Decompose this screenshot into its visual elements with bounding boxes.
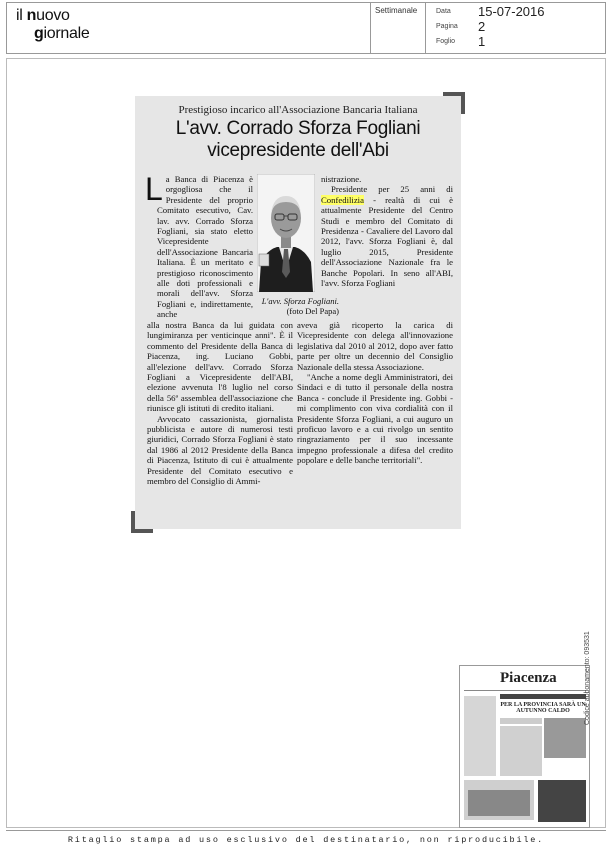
article-kicker: Prestigioso incarico all'Associazione Bancaria Italiana bbox=[178, 104, 418, 116]
article-column bbox=[145, 171, 253, 320]
article-clipping bbox=[135, 96, 461, 529]
logo-line-1 bbox=[16, 8, 70, 24]
meta-value: 2 bbox=[478, 19, 486, 34]
portrait-photo bbox=[257, 174, 315, 292]
meta-label: Data bbox=[436, 8, 451, 15]
meta-label: Pagina bbox=[436, 23, 458, 30]
clipping-meta bbox=[436, 4, 596, 49]
headline-line: vicepresidente dell'Abi bbox=[207, 140, 389, 161]
thumbnail-rule bbox=[464, 690, 586, 691]
meta-page bbox=[436, 19, 596, 34]
meta-sheet bbox=[436, 34, 596, 49]
thumbnail-masthead: Piacenza bbox=[500, 670, 557, 686]
subscription-code: Codice abbonamento: 093531 bbox=[584, 631, 591, 725]
thumbnail-sidebar bbox=[464, 696, 496, 776]
periodicity: Settimanale bbox=[375, 6, 418, 15]
thumbnail-photo bbox=[468, 790, 530, 816]
headline-line: L'avv. Corrado Sforza Fogliani bbox=[175, 118, 421, 139]
header-divider bbox=[370, 2, 371, 54]
logo-line-2 bbox=[34, 26, 89, 42]
caption-credit: (foto Del Papa) bbox=[286, 306, 339, 316]
crop-mark bbox=[131, 511, 153, 533]
thumbnail-photo bbox=[544, 718, 586, 758]
footer-notice: Ritaglio stampa ad uso esclusivo del destinatario, non riproducibile. bbox=[67, 835, 545, 845]
article-column bbox=[297, 320, 453, 466]
article-column bbox=[147, 320, 293, 487]
photo-caption bbox=[243, 296, 339, 316]
thumbnail-block bbox=[500, 718, 542, 724]
article-paragraph bbox=[321, 184, 453, 288]
logo-text: il bbox=[16, 7, 27, 24]
article-paragraph bbox=[145, 171, 253, 320]
meta-value: 15-07-2016 bbox=[478, 4, 545, 19]
article-paragraph: nistrazione. bbox=[321, 174, 362, 184]
article-paragraph: Avvocato cassazionista, giornalista pubblicista e autore di numerosi testi giuridici, Corrado Sforza Fogliani è stato dal 1986 al 2012 Presidente della Banca di Piacenza, Istituto di cui è attualmente Presidente del Comitato esecutivo e membro del Consiglio di Ammi- bbox=[147, 413, 293, 487]
clipping-footer bbox=[6, 830, 606, 850]
newspaper-logo bbox=[10, 6, 120, 50]
clipping-header bbox=[0, 0, 610, 58]
thumbnail-headline: PER LA PROVINCIA SARÀ UN AUTUNNO CALDO bbox=[500, 702, 586, 714]
thumbnail-block bbox=[500, 726, 542, 776]
page-thumbnail bbox=[459, 665, 590, 828]
caption-name: L'avv. Sforza Fogliani. bbox=[261, 296, 339, 306]
highlighted-term: Confedilizia bbox=[321, 194, 364, 205]
meta-date bbox=[436, 4, 596, 19]
logo-text-bold: g bbox=[34, 25, 44, 42]
meta-label: Foglio bbox=[436, 38, 456, 45]
article-paragraph: aveva già ricoperto la carica di Vicepresidente con delega all'innovazione legislativa dal 2010 al 2012, dopo aver fatto parte per oltre un decennio del Consiglio Nazionale della stessa Associazione. bbox=[297, 320, 453, 372]
article-paragraph: alla nostra Banca da lui guidata con lungimiranza per venticinque anni". È il commento del Presidente della Banca di Piacenza, ing. Luciano Gobbi, all'elezione dell'avv. Corrado Sforza Fogliani a Vicepresidente dell'ABI, elezione avvenuta l'8 luglio nel corso della 56ª assemblea dell'associazione che riunisce gli istituti di credito italiani. bbox=[147, 320, 293, 414]
thumbnail-ad bbox=[538, 780, 586, 822]
logo-text: uovo bbox=[36, 7, 70, 24]
drop-cap: L bbox=[145, 171, 163, 207]
logo-text: iornale bbox=[43, 25, 90, 42]
article-column bbox=[321, 174, 453, 288]
paragraph-text: Presidente per 25 anni di bbox=[331, 184, 453, 195]
thumbnail-banner bbox=[500, 694, 586, 699]
paragraph-text: - realtà di cui è attualmente Presidente del Centro Studi e membro del Comitato di Presidenza - Cavaliere del Lavoro dal 2012, l'avv. Sforza Fogliani è, dal luglio 2015, Presidente dell'Associazione Nazionale fra le Banche Popolari. In seno all'ABI, l'avv. Sforza Fogliani bbox=[321, 194, 453, 289]
header-divider bbox=[425, 2, 426, 54]
article-paragraph: "Anche a nome degli Amministratori, dei Sindaci e di tutto il personale della nostra Banca - conclude il Presidente ing. Gobbi - mi complimento con viva cordialità con il Presidente Sforza Fogliani, a cui auguro un proficuo lavoro e a cui rivolgo un sentito ringraziamento per il suo incessante impegno professionale a difesa del credito popolare e delle banche territoriali". bbox=[297, 372, 453, 466]
paragraph-text: a Banca di Piacenza è orgogliosa che il Presidente del proprio Comitato esecutivo, Cav. lav. avv. Corrado Sforza Fogliani, sia stato eletto Vicepresidente dell'Associazione Bancaria Italiana. È un meritato e prestigioso riconoscimento alle doti professionali e morali dell'avv. Sforza Fogliani e, indirettamente, anche bbox=[157, 174, 253, 320]
portrait-photo-image bbox=[257, 174, 315, 292]
article-headline bbox=[135, 118, 461, 162]
logo-text-bold: n bbox=[26, 7, 37, 24]
meta-value: 1 bbox=[478, 34, 486, 49]
